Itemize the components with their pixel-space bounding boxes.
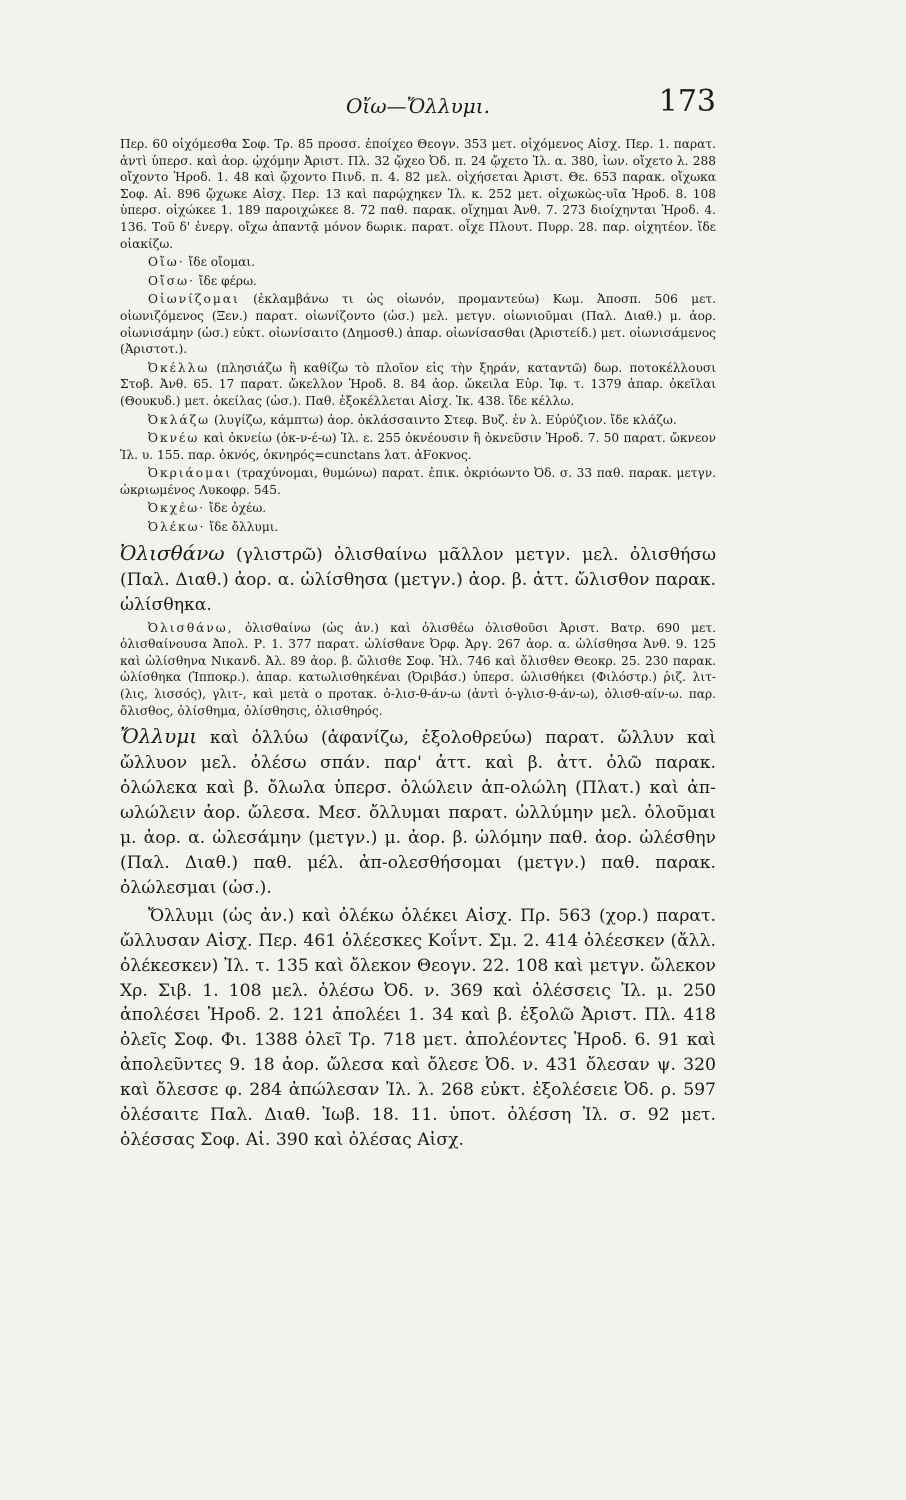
running-head: Οἴω—Ὄλλυμι. <box>346 94 490 118</box>
entry-headword: Ὀλισθάνω <box>120 540 225 565</box>
entry-text: ἴδε ὄλλυμι. <box>209 520 279 535</box>
entry-headword: Ὀκχέω· <box>148 501 206 516</box>
entry-text: (γλιστρῶ) ὀλισθαίνω μᾶλλον μετγν. μελ. ὀλισθήσω (Παλ. Διαθ.) ἀορ. α. ὠλίσθησα (μετγν.) ἀορ. β. ἀττ. ὤλισθον παρακ. ὠλίσθηκα. <box>120 544 716 615</box>
entries <box>120 136 716 1153</box>
entry-text: ὀλισθαίνω (ὡς ἀν.) καὶ ὀλισθέω ὀλισθοῦσι Ἀριστ. Βατρ. 690 μετ. ὀλισθαίνουσα Ἀπολ. Ρ. 1. 377 παρατ. ὠλίσθανε Ὀρφ. Ἀργ. 267 ἀορ. α. ὠλίσθησα Ἀνθ. 9. 125 καὶ ὠλίσθηνα Νικανδ. Ἀλ. 89 ἀορ. β. ὤλισθε Σοφ. Ἠλ. 746 καὶ ὄλισθεν Θεοκρ. 25. 230 παρακ. ὠλίσθηκα (Ἱπποκρ.). ἀπαρ. κατωλισθηκέναι (Ὀριβάσ.) ὑπερσ. ὠλισθήκει (Φιλόστρ.) ῥιζ. λιτ- (λις, λισσός), γλιτ-, καὶ μετὰ ο προτακ. ὀ-λισ-θ-άν-ω (ἀντὶ ὀ-γλισ-θ-άν-ω), ὀλισθ-αίν-ω. παρ. ὄλισθος, ὀλίσθημα, ὀλίσθησις, ὀλισθηρός. <box>120 620 716 718</box>
entry <box>120 430 716 463</box>
entry-headword: Ὀλέκω· <box>148 520 206 535</box>
entry-text: ἴδε οἴομαι. <box>188 255 256 270</box>
entry-text: Περ. 60 οἰχόμεσθα Σοφ. Τρ. 85 προσσ. ἐποίχεο Θεογν. 353 μετ. οἰχόμενος Αἰσχ. Περ. 1. παρατ. ἀντὶ ὑπερσ. καὶ ἀορ. ᾠχόμην Ἀριστ. Πλ. 32 ᾤχεο Ὀδ. π. 24 ᾤχετο Ἰλ. α. 380, ἰων. οἴχετο λ. 288 οἴχοντο Ἡροδ. 1. 48 καὶ ᾤχοντο Πινδ. π. 4. 82 μελ. οἰχήσεται Ἀριστ. Θε. 653 παρακ. οἴχωκα Σοφ. Αἰ. 896 ᾤχωκε Αἰσχ. Περ. 13 καὶ παρῴχηκεν Ἰλ. κ. 252 μετ. οἰχωκὼς-υῖα Ἡροδ. 8. 108 ὑπερσ. οἰχώκεε 1. 189 παροιχώκεε 8. 72 παθ. παρακ. οἴχημαι Ἀνθ. 7. 273 διοίχηνται Ἡροδ. 4. 136. Τοῦ δ' ἐνεργ. οἴχω ἀπαντᾷ μόνον δωρικ. παρατ. οἶχε Πλουτ. Πυρρ. 28. παρ. οἰχητέον. ἴδε οἰακίζω. <box>120 137 716 251</box>
entry-major <box>120 722 716 901</box>
entry-continuation <box>120 136 716 252</box>
entry <box>120 465 716 498</box>
entry-text: (ὡς ἀν.) καὶ ὀλέκω ὀλέκει Αἰσχ. Πρ. 563 (χορ.) παρατ. ὤλλυσαν Αἰσχ. Περ. 461 ὀλέεσκες Κοΐντ. Σμ. 2. 414 ὀλέεσκεν (ἄλλ. ὀλέκεσκεν) Ἰλ. τ. 135 καὶ ὄλεκον Θεογν. 22. 108 καὶ μετγν. ὤλεκον Χρ. Σιβ. 1. 108 μελ. ὀλέσω Ὀδ. ν. 369 καὶ ὀλέσσεις Ἰλ. μ. 250 ἀπολέσει Ἡροδ. 2. 121 ἀπολέει 1. 34 καὶ β. ἐξολῶ Ἀριστ. Πλ. 418 ὀλεῖς Σοφ. Φι. 1388 ὀλεῖ Τρ. 718 μετ. ἀπολέοντες Ἡροδ. 6. 91 καὶ ἀπολεῦντες 9. 18 ἀορ. ὤλεσα καὶ ὄλεσε Ὀδ. ν. 431 ὄλεσαν ψ. 320 καὶ ὄλεσσε φ. 284 ἀπώλεσαν Ἰλ. λ. 268 εὐκτ. ἐξολέσειε Ὀδ. ρ. 597 ὀλέσαιτε Παλ. Διαθ. Ἰωβ. 18. 11. ὑποτ. ὀλέσση Ἰλ. σ. 92 μετ. ὀλέσσας Σοφ. Αἰ. 390 καὶ ὀλέσας Αἰσχ. <box>120 905 717 1151</box>
entry-headword: Ὀκνέω <box>148 431 200 446</box>
entry <box>120 254 716 271</box>
entry <box>120 360 716 410</box>
entry-text: (πλησιάζω ἢ καθίζω τὸ πλοῖον εἰς τὴν ξηράν, καταντῶ) δωρ. ποτοκέλλουσι Στοβ. Ἀνθ. 65. 17 παρατ. ὤκελλον Ἡροδ. 8. 84 ἀορ. ὤκειλα Εὐρ. Ἰφ. τ. 1379 ἀπαρ. ὀκεῖλαι (Θουκυδ.) μετ. ὀκείλας (ὡσ.). Παθ. ἐξοκέλλεται Αἰσχ. Ἱκ. 438. ἴδε κέλλω. <box>120 360 716 408</box>
entry-headword: Ὄλλυμι <box>120 724 198 749</box>
entry <box>120 500 716 517</box>
entry-headword: Ὀλισθάνω, <box>148 620 234 635</box>
page-number: 173 <box>658 84 716 119</box>
entry <box>120 620 716 720</box>
entry-text: (λυγίζω, κάμπτω) ἀορ. ὀκλάσσαιντο Στεφ. Βυζ. ἐν λ. Εὐρύζιον. ἴδε κλάζω. <box>213 412 677 427</box>
entry-text: καὶ ὀλλύω (ἀφανίζω, ἐξολοθρεύω) παρατ. ὤλλυν καὶ ὤλλυον μελ. ὀλέσω σπάν. παρ' ἀττ. καὶ β. ἀττ. ὀλῶ παρακ. ὀλώλεκα καὶ β. ὄλωλα ὑπερσ. ὀλώλειν ἀπ-ολώλη (Πλατ.) καὶ ἀπ-ωλώλειν ἀορ. ὤλεσα. Μεσ. ὄλλυμαι παρατ. ὠλλύμην μελ. ὀλοῦμαι μ. ἀορ. α. ὠλεσάμην (μετγν.) μ. ἀορ. β. ὠλόμην παθ. ἀορ. ὠλέσθην (Παλ. Διαθ.) παθ. μέλ. ἀπ-ολεσθήσομαι (μετγν.) παθ. παρακ. ὀλώλεσμαι (ὡσ.). <box>120 728 716 898</box>
entry-major <box>120 539 716 618</box>
entry-text: (ἐκλαμβάνω τι ὡς οἰωνόν, προμαντεύω) Κωμ. Ἀποσπ. 506 μετ. οἰωνιζόμενος (Ξεν.) παρατ. οἰωνίζοντο (ὡσ.) μελ. μετγν. οἰωνιοῦμαι (Παλ. Διαθ.) μ. ἀορ. οἰωνισάμην (ὡσ.) εὐκτ. οἰωνίσαιτο (Δημοσθ.) ἀπαρ. οἰωνίσασθαι (Ἀριστείδ.) μετ. οἰωνισάμενος (Ἀριστοτ.). <box>120 292 716 357</box>
entry <box>120 904 716 1153</box>
entry-text: ἴδε φέρω. <box>198 273 257 288</box>
entry-headword: Οἴω· <box>148 255 185 270</box>
entry-headword: Ὀκριάομαι <box>148 466 233 481</box>
page-header <box>120 80 716 126</box>
entry-text: (τραχύνομαι, θυμώνω) παρατ. ἐπικ. ὀκριόωντο Ὀδ. σ. 33 παθ. παρακ. μετγν. ὠκριωμένος Λυκοφρ. 545. <box>120 466 717 497</box>
entry-text: ἴδε ὀχέω. <box>209 501 267 516</box>
entry-headword: Ὀκέλλω <box>148 360 210 375</box>
entry <box>120 273 716 290</box>
entry-headword: Οἴσω· <box>148 273 195 288</box>
entry <box>120 291 716 357</box>
entry-headword: Ὀκλάζω <box>148 412 211 427</box>
entry-text: καὶ ὀκνείω (ὀκ-ν-έ-ω) Ἰλ. ε. 255 ὀκνέουσιν ἢ ὀκνεῦσιν Ἡροδ. 7. 50 παρατ. ὤκνεον Ἰλ. υ. 155. παρ. ὀκνός, ὀκνηρός=cunctans λατ. ἀFοκνος. <box>120 431 717 462</box>
entry <box>120 412 716 429</box>
entry-headword: Ὄλλυμι <box>148 905 215 926</box>
entry <box>120 519 716 536</box>
entry-headword: Οἰωνίζομαι <box>148 292 240 307</box>
